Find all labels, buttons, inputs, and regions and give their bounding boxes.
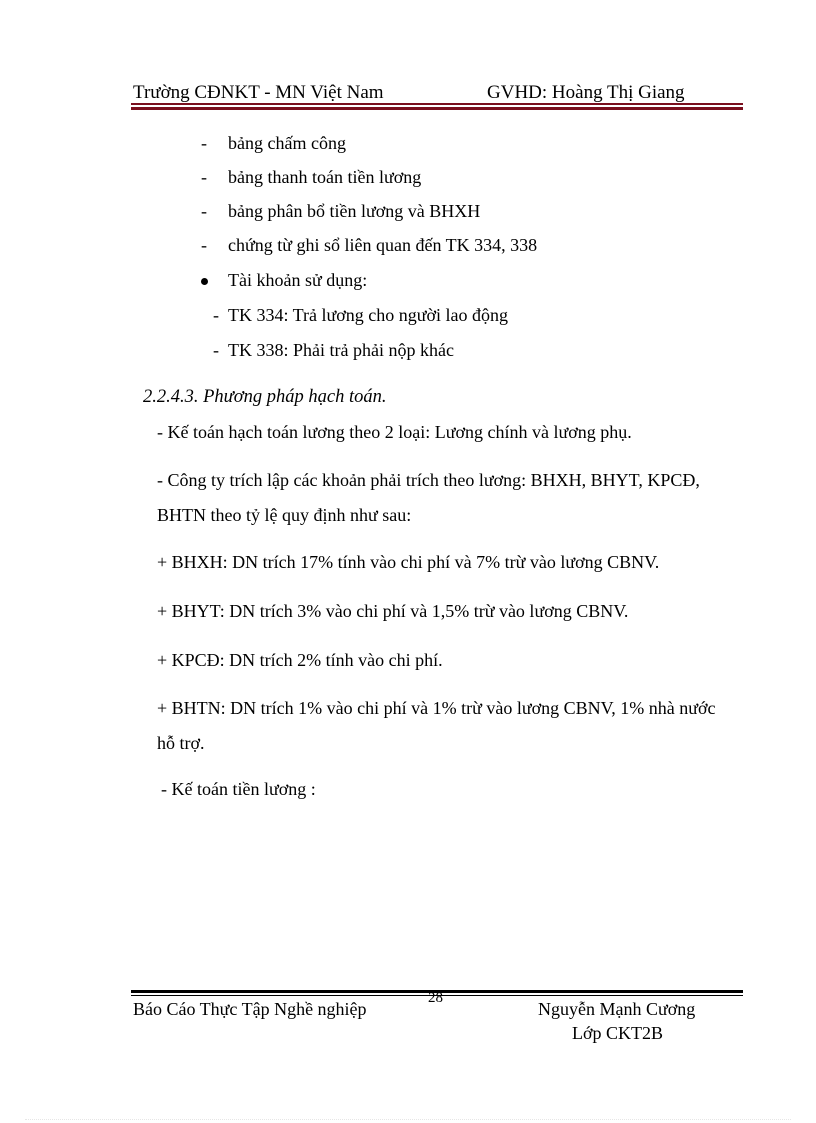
header-rule-bottom (131, 107, 743, 110)
list-item: chứng từ ghi sổ liên quan đến TK 334, 338 (228, 235, 538, 255)
paragraph: + KPCĐ: DN trích 2% tính vào chi phí. (157, 650, 443, 670)
paragraph: + BHXH: DN trích 17% tính vào chi phí và 7% trừ vào lương CBNV. (157, 552, 660, 572)
account-item: TK 338: Phải trả phải nộp khác (228, 340, 454, 360)
paragraph: + BHTN: DN trích 1% vào chi phí và 1% trừ vào lương CBNV, 1% nhà nước (157, 698, 716, 718)
list-item: bảng thanh toán tiền lương (228, 167, 422, 187)
paragraph: BHTN theo tỷ lệ quy định như sau: (157, 505, 412, 525)
list-dash: - (201, 201, 207, 221)
page-number: 28 (428, 990, 443, 1006)
list-dash: - (201, 235, 207, 255)
header-school: Trường CĐNKT - MN Việt Nam (133, 82, 384, 103)
footer-class: Lớp CKT2B (572, 1023, 664, 1043)
list-item: bảng phân bổ tiền lương và BHXH (228, 201, 481, 221)
account-item: TK 334: Trả lương cho người lao động (228, 305, 509, 325)
list-dash: - (201, 167, 207, 187)
paragraph: + BHYT: DN trích 3% vào chi phí và 1,5% trừ vào lương CBNV. (157, 601, 629, 621)
footer-report-title: Báo Cáo Thực Tập Nghề nghiệp (133, 999, 367, 1019)
list-dash: - (213, 305, 219, 325)
paragraph: - Kế toán hạch toán lương theo 2 loại: Lương chính và lương phụ. (157, 422, 632, 442)
bullet-icon (201, 278, 208, 285)
header-instructor: GVHD: Hoàng Thị Giang (487, 82, 685, 103)
paragraph: hỗ trợ. (157, 733, 205, 753)
list-dash: - (213, 340, 219, 360)
list-item: bảng chấm công (228, 133, 346, 153)
footer-author: Nguyễn Mạnh Cương (538, 999, 696, 1019)
section-heading: 2.2.4.3. Phương pháp hạch toán. (143, 387, 387, 407)
paragraph: - Kế toán tiền lương : (161, 779, 316, 799)
paragraph: - Công ty trích lập các khoản phải trích theo lương: BHXH, BHYT, KPCĐ, (157, 470, 700, 490)
accounts-label: Tài khoản sử dụng: (228, 270, 368, 290)
list-dash: - (201, 133, 207, 153)
header-rule-top (131, 103, 743, 105)
page-edge-dots (25, 1119, 791, 1120)
